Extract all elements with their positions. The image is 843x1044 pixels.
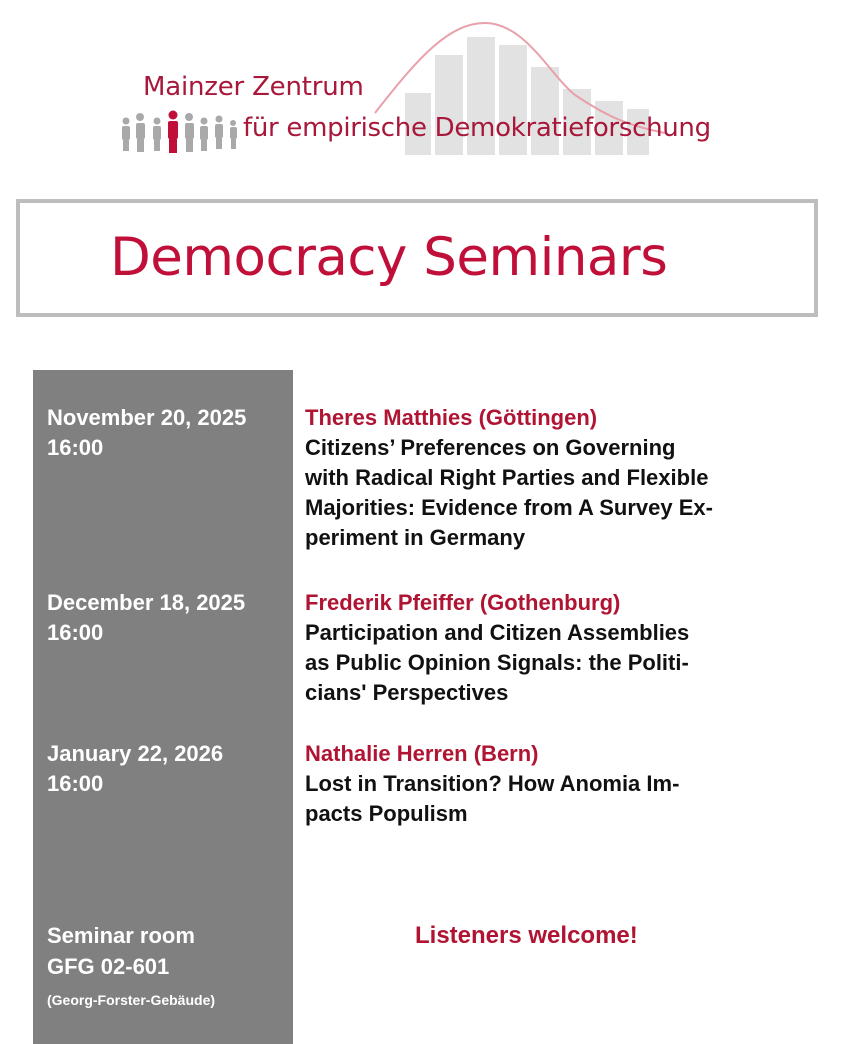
- logo-text-line2: für empirische Demokratieforschung: [243, 113, 711, 143]
- venue-building: (Georg-Forster-Gebäude): [47, 992, 216, 1008]
- seminar-date-block: [47, 739, 223, 799]
- seminar-entry: [305, 588, 825, 708]
- venue-room-number: GFG 02-601: [47, 954, 170, 979]
- venue-info: [47, 920, 215, 1010]
- talk-title-line: cians' Perspectives: [305, 680, 509, 705]
- talk-title-line: Citizens’ Preferences on Governing: [305, 435, 676, 460]
- seminar-speaker: Theres Matthies (Göttingen): [305, 405, 598, 430]
- seminar-date: December 18, 2025: [47, 590, 246, 615]
- seminar-date: January 22, 2026: [47, 741, 224, 766]
- talk-title-line: Participation and Citizen Assemblies: [305, 620, 690, 645]
- logo-text-line1: Mainzer Zentrum: [143, 72, 364, 102]
- seminar-time: 16:00: [47, 620, 104, 645]
- seminar-time: 16:00: [47, 771, 104, 796]
- seminar-talk-title: [305, 769, 825, 829]
- seminar-talk-title: [305, 433, 825, 553]
- seminar-date-block: [47, 403, 246, 463]
- venue-room-label: Seminar room: [47, 923, 195, 948]
- institute-logo: [105, 15, 745, 175]
- seminar-talk-title: [305, 618, 825, 708]
- welcome-note: Listeners welcome!: [415, 922, 638, 949]
- talk-title-line: Lost in Transition? How Anomia Im-: [305, 771, 680, 796]
- title-box: [16, 199, 818, 317]
- page-title: Democracy Seminars: [110, 227, 668, 288]
- seminar-speaker: Frederik Pfeiffer (Gothenburg): [305, 590, 621, 615]
- seminar-time: 16:00: [47, 435, 104, 460]
- seminar-date-block: [47, 588, 245, 648]
- talk-title-line: Majorities: Evidence from A Survey Ex-: [305, 495, 713, 520]
- seminar-date: November 20, 2025: [47, 405, 247, 430]
- seminar-entry: [305, 739, 825, 829]
- talk-title-line: periment in Germany: [305, 525, 526, 550]
- talk-title-line: pacts Populism: [305, 801, 468, 826]
- people-figures-icon: [122, 111, 237, 154]
- talk-title-line: as Public Opinion Signals: the Politi-: [305, 650, 689, 675]
- talk-title-line: with Radical Right Parties and Flexible: [305, 465, 709, 490]
- seminar-speaker: Nathalie Herren (Bern): [305, 741, 539, 766]
- seminar-entry: [305, 403, 825, 553]
